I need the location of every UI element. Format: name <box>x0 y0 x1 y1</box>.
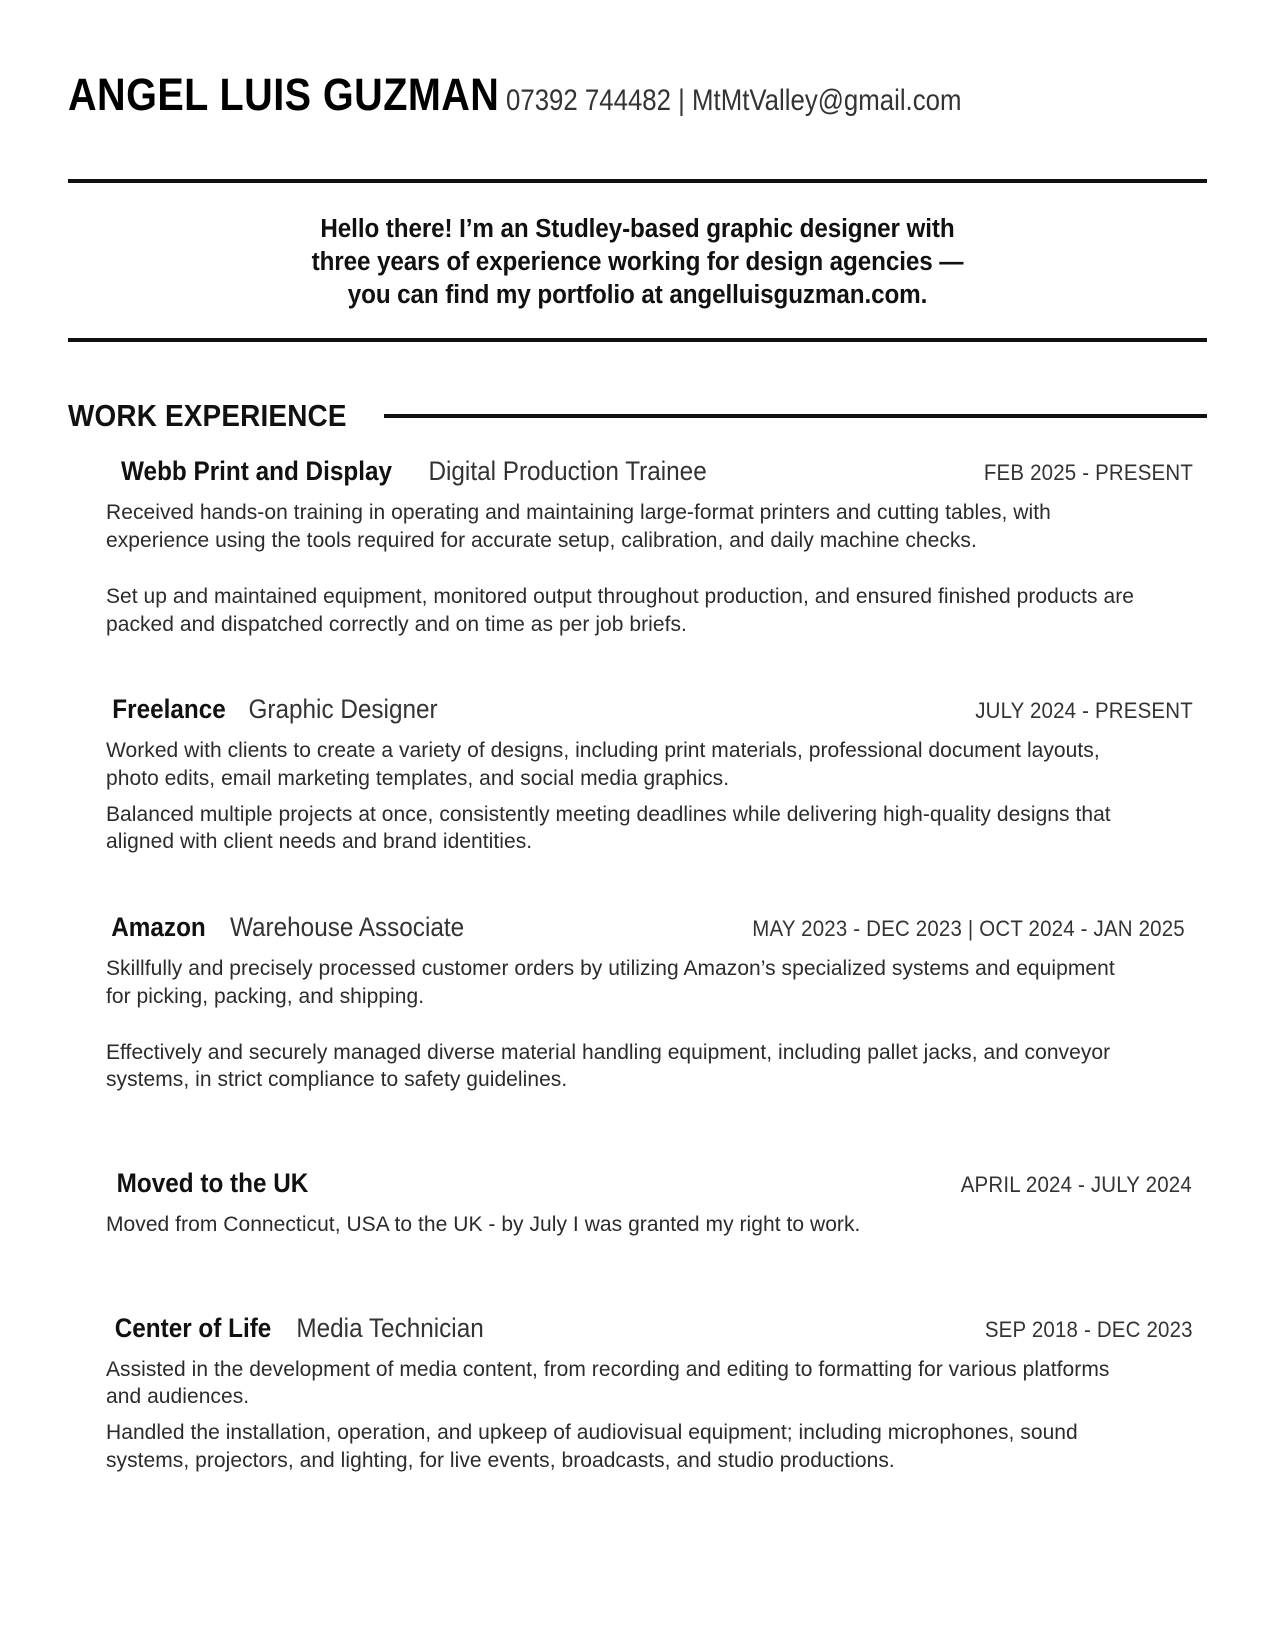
candidate-name: ANGEL LUIS GUZMAN <box>68 69 500 120</box>
job-bullet: Moved from Connecticut, USA to the UK - by July I was granted my right to work. <box>106 1213 861 1237</box>
intro-line-3: you can find my portfolio at angelluisguzman.com. <box>347 281 928 310</box>
intro-line-1: Hello there! I’m an Studley-based graphic designer with <box>320 215 955 243</box>
job-header <box>106 1168 1201 1199</box>
job-header <box>106 1313 1201 1344</box>
job-dates: SEP 2018 - DEC 2023 <box>985 1316 1194 1342</box>
job-role: Digital Production Trainee <box>428 456 707 487</box>
job-dates: JULY 2024 - PRESENT <box>975 698 1193 724</box>
job-entry <box>68 694 1207 856</box>
job-company: Webb Print and Display <box>121 456 393 487</box>
resume-header <box>68 0 1207 120</box>
job-company: Freelance <box>112 694 226 725</box>
job-title-group <box>106 456 722 487</box>
job-header <box>106 912 1201 943</box>
job-company: Amazon <box>111 912 206 943</box>
job-role: Media Technician <box>296 1312 484 1343</box>
job-dates: FEB 2025 - PRESENT <box>983 460 1194 486</box>
job-entry <box>68 456 1207 638</box>
job-company: Center of Life <box>114 1312 272 1343</box>
job-dates: APRIL 2024 - JULY 2024 <box>961 1172 1193 1198</box>
intro-summary <box>68 183 1207 338</box>
section-header-work-experience <box>68 398 1207 434</box>
job-entry <box>68 1168 1207 1239</box>
job-title-group <box>106 912 477 943</box>
job-title-group <box>106 694 448 725</box>
job-header <box>106 694 1201 725</box>
job-role: Graphic Designer <box>248 694 438 725</box>
job-dates: MAY 2023 - DEC 2023 | OCT 2024 - JAN 2025 <box>752 916 1185 942</box>
job-bullet: Handled the installation, operation, and upkeep of audiovisual equipment; including microphones, sound systems, projectors, and lighting, for live events, broadcasts, and studio productions. <box>106 1421 1078 1472</box>
contact-info: 07392 744482 | MtMtValley@gmail.com <box>506 84 962 117</box>
job-entry <box>68 912 1207 1094</box>
job-company: Moved to the UK <box>116 1168 309 1199</box>
section-title: WORK EXPERIENCE <box>68 398 347 434</box>
job-bullet: Set up and maintained equipment, monitored output throughout production, and ensured finished products are packed and dispatched correctly and on time as per job briefs. <box>106 584 1134 636</box>
job-title-group <box>106 1168 325 1199</box>
job-role: Warehouse Associate <box>230 912 465 943</box>
section-rule <box>384 414 1207 418</box>
job-bullet: Effectively and securely managed diverse material handling equipment, including pallet jacks, and conveyor systems, in strict compliance to safety guidelines. <box>106 1040 1111 1092</box>
job-bullet: Skillfully and precisely processed customer orders by utilizing Amazon’s specialized systems and equipment for picking, packing, and shipping. <box>106 957 1115 1008</box>
job-header <box>106 456 1201 487</box>
job-entry <box>68 1313 1207 1475</box>
intro-line-2: three years of experience working for design agencies — <box>311 248 964 277</box>
divider-bottom <box>68 338 1207 342</box>
job-bullet: Assisted in the development of media content, from recording and editing to formatting for various platforms and audiences. <box>106 1357 1110 1409</box>
job-title-group <box>106 1313 494 1344</box>
job-bullet: Balanced multiple projects at once, consistently meeting deadlines while delivering high-quality designs that aligned with client needs and brand identities. <box>106 802 1111 854</box>
job-bullet: Received hands-on training in operating and maintaining large-format printers and cutting tables, with experience using the tools required for accurate setup, calibration, and daily machine checks. <box>106 501 1051 553</box>
job-bullet: Worked with clients to create a variety of designs, including print materials, professional document layouts, photo edits, email marketing templates, and social media graphics. <box>106 739 1100 791</box>
